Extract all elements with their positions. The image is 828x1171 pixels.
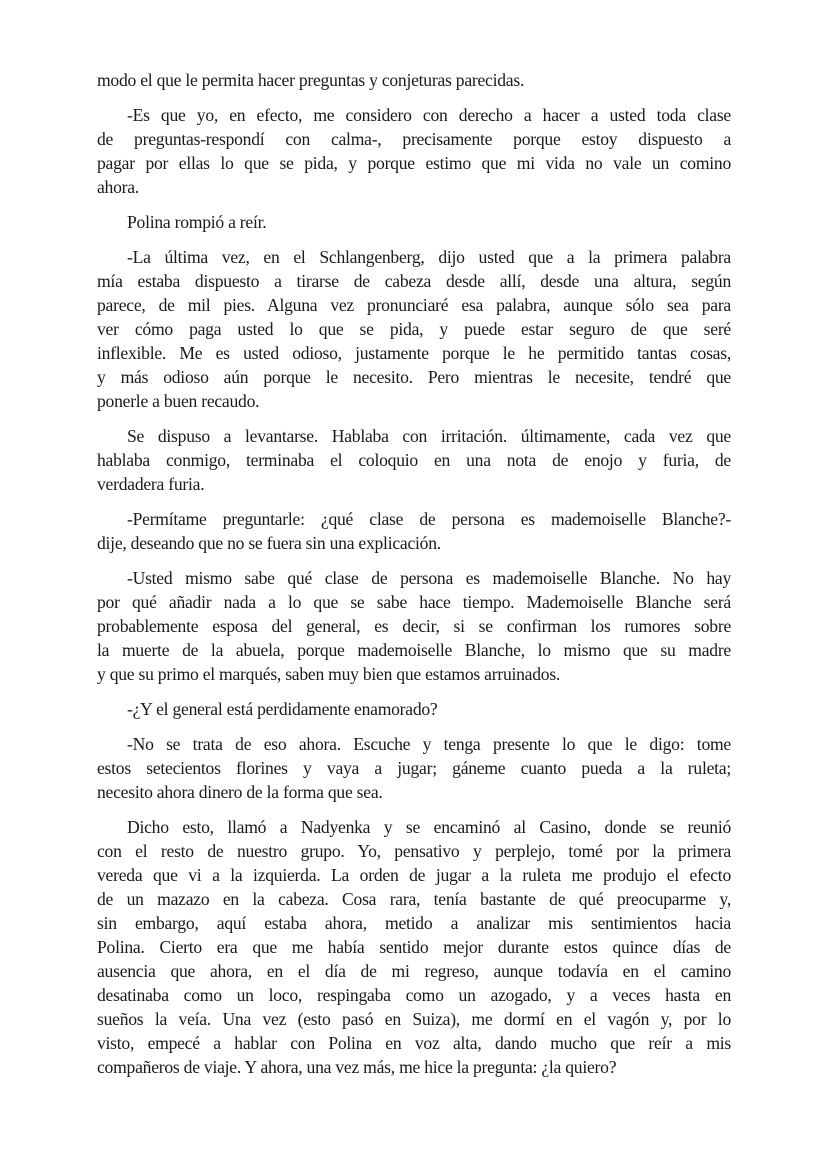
text-line: ausencia que ahora, en el día de mi regreso, aunque todavía en el camino [97, 961, 731, 981]
text-line: necesito ahora dinero de la forma que sea. [97, 782, 383, 802]
text-line: modo el que le permita hacer preguntas y conjeturas parecidas. [97, 70, 525, 90]
text-line: desatinaba como un loco, respingaba como un azogado, y a veces hasta en [97, 985, 731, 1005]
text-line: dije, deseando que no se fuera sin una explicación. [97, 533, 441, 553]
paragraph [97, 697, 731, 721]
text-line: Se dispuso a levantarse. Hablaba con irritación. últimamente, cada vez que [127, 426, 731, 446]
paragraph [97, 245, 731, 413]
text-line: -No se trata de eso ahora. Escuche y tenga presente lo que le digo: tome [127, 734, 731, 754]
document-page [97, 68, 731, 1090]
text-line: de un mazazo en la cabeza. Cosa rara, tenía bastante de qué preocuparme y, [97, 889, 731, 909]
text-line: verdadera furia. [97, 474, 205, 494]
paragraph [97, 68, 731, 92]
text-line: compañeros de viaje. Y ahora, una vez más, me hice la pregunta: ¿la quiero? [97, 1057, 617, 1077]
text-line: y que su primo el marqués, saben muy bien que estamos arruinados. [97, 664, 561, 684]
text-line: sueños la veía. Una vez (esto pasó en Suiza), me dormí en el vagón y, por lo [97, 1009, 731, 1029]
text-line: y más odioso aún porque le necesito. Pero mientras le necesite, tendré que [97, 367, 731, 387]
text-line: por qué añadir nada a lo que se sabe hace tiempo. Mademoiselle Blanche será [97, 592, 731, 612]
paragraph [97, 815, 731, 1079]
text-line: Dicho esto, llamó a Nadyenka y se encaminó al Casino, donde se reunió [127, 817, 731, 837]
paragraph [97, 566, 731, 686]
text-line: -Permítame preguntarle: ¿qué clase de persona es mademoiselle Blanche?- [127, 509, 731, 529]
text-line: -Usted mismo sabe qué clase de persona es mademoiselle Blanche. No hay [127, 568, 731, 588]
text-line: vereda que vi a la izquierda. La orden de jugar a la ruleta me produjo el efecto [97, 865, 731, 885]
text-line: -La última vez, en el Schlangenberg, dijo usted que a la primera palabra [127, 247, 731, 267]
text-line: con el resto de nuestro grupo. Yo, pensativo y perplejo, tomé por la primera [97, 841, 731, 861]
text-line: pagar por ellas lo que se pida, y porque estimo que mi vida no vale un comino [97, 153, 731, 173]
paragraph [97, 424, 731, 496]
text-line: inflexible. Me es usted odioso, justamente porque le he permitido tantas cosas, [97, 343, 731, 363]
paragraph [97, 210, 731, 234]
text-line: de preguntas-respondí con calma-, precisamente porque estoy dispuesto a [97, 129, 731, 149]
text-line: Polina. Cierto era que me había sentido mejor durante estos quince días de [97, 937, 731, 957]
text-line: -Es que yo, en efecto, me considero con derecho a hacer a usted toda clase [127, 105, 731, 125]
text-line: visto, empecé a hablar con Polina en voz alta, dando mucho que reír a mis [97, 1033, 731, 1053]
paragraph [97, 103, 731, 199]
paragraph [97, 732, 731, 804]
text-line: ahora. [97, 177, 139, 197]
text-line: probablemente esposa del general, es decir, si se confirman los rumores sobre [97, 616, 731, 636]
text-line: ponerle a buen recaudo. [97, 391, 260, 411]
text-line: estos setecientos florines y vaya a jugar; gáneme cuanto pueda a la ruleta; [97, 758, 731, 778]
paragraph [97, 507, 731, 555]
text-line: la muerte de la abuela, porque mademoiselle Blanche, lo mismo que su madre [97, 640, 731, 660]
text-line: hablaba conmigo, terminaba el coloquio en una nota de enojo y furia, de [97, 450, 731, 470]
text-line: Polina rompió a reír. [127, 212, 267, 232]
text-line: ver cómo paga usted lo que se pida, y puede estar seguro de que seré [97, 319, 731, 339]
text-line: sin embargo, aquí estaba ahora, metido a analizar mis sentimientos hacia [97, 913, 731, 933]
text-line: parece, de mil pies. Alguna vez pronunciaré esa palabra, aunque sólo sea para [97, 295, 731, 315]
text-line: mía estaba dispuesto a tirarse de cabeza desde allí, desde una altura, según [97, 271, 731, 291]
text-line: -¿Y el general está perdidamente enamorado? [127, 699, 438, 719]
